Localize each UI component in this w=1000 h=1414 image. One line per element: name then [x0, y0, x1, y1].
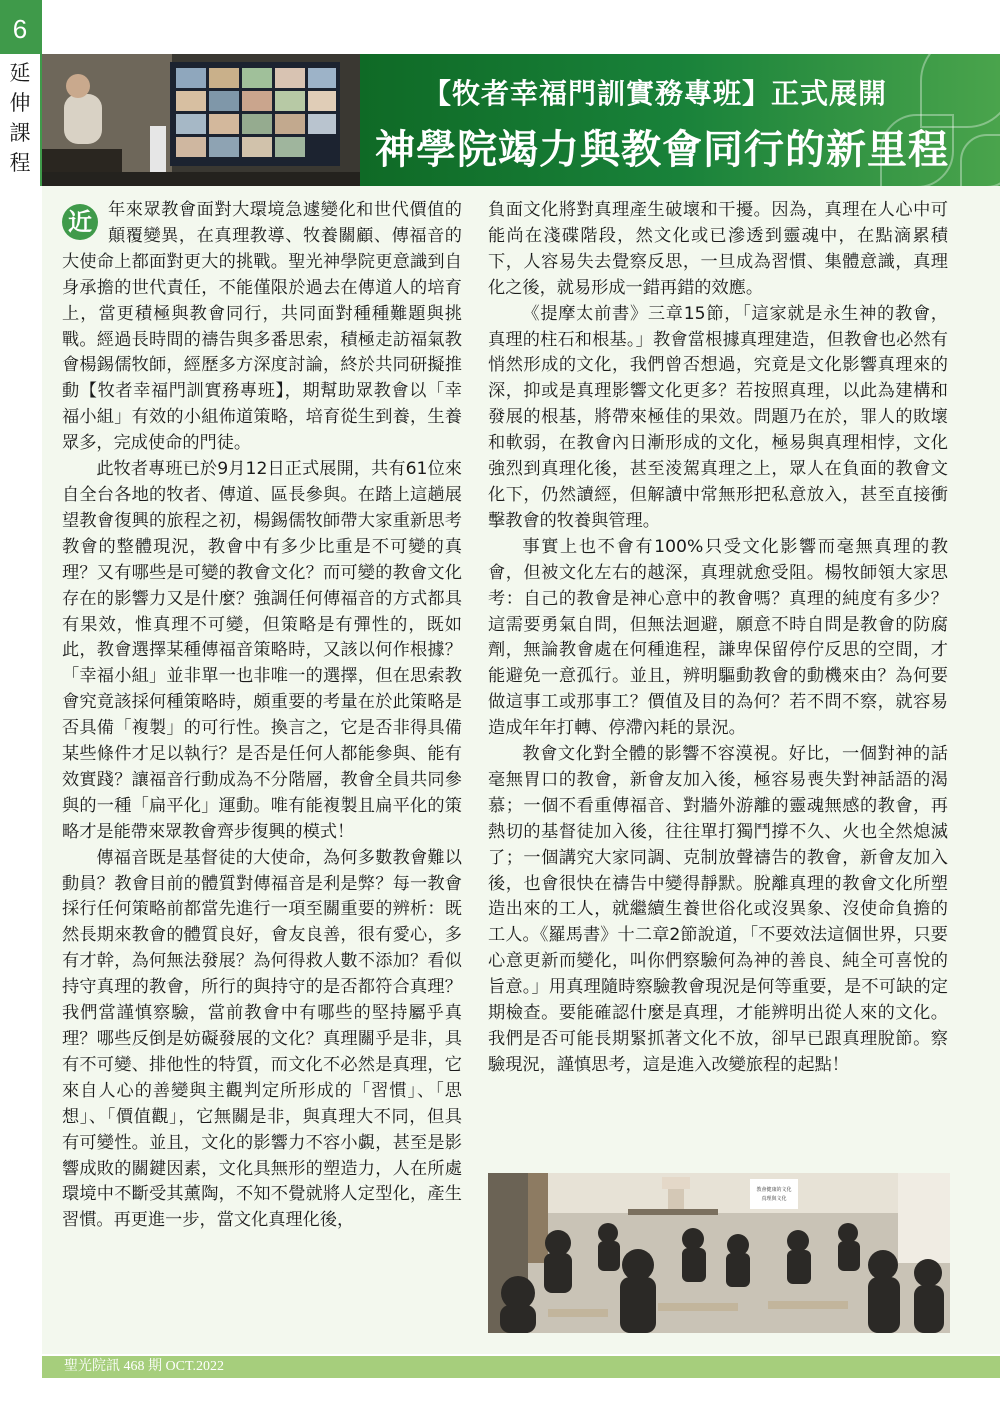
footer-issue-info: 聖光院訊 468 期 OCT.2022	[64, 1359, 224, 1374]
article-paragraph: 教會文化對全體的影響不容漠視。好比，一個對神的話毫無胃口的教會，新會友加入後，極容易喪失對神話語的渴慕；一個不看重傳福音、對牆外游離的靈魂無感的教會，再熱切的基督徒加入後，往往單打獨鬥撐不久、火也全然熄滅了；一個講究大家同調、克制放聲禱告的教會，新會友加入後，也會很快在禱告中變得靜默。脫離真理的教會文化所塑造出來的工人，就繼續生養世俗化或沒異象、沒使命負擔的工人。《羅馬書》十二章2節說道，「不要效法這個世界，只要心意更新而變化，叫你們察驗何為神的善良、純全可喜悅的旨意。」用真理隨時察驗教會現況是何等重要，是不可缺的定期檢查。要能確認什麼是真理，才能辨明出從人來的文化。我們是否可能長期緊抓著文化不放，卻早已跟真理脫節。察驗現況，謹慎思考，這是進入改變旅程的起點！	[488, 744, 948, 1075]
paragraph-text: 年來眾教會面對大環境急遽變化和世代價值的顛覆變異，在真理教導、牧養關顧、傳福音的大使命上都面對更大的挑戰。聖光神學院更意識到自身承擔的世代責任，不能僅限於過去在傳道人的培育上，當更積極與教會同行，共同面對種種難題與挑戰。經過長時間的禱告與多番思索，積極走訪福氣教會楊錫儒牧師，經歷多方深度討論，終於共同研擬推動【牧者幸福門訓實務專班】，期幫助眾教會以「幸福小組」有效的小組佈道策略，培育從生到養，生養眾多，完成使命的門徒。	[62, 200, 462, 454]
header-photo	[42, 54, 360, 186]
article-column-left	[62, 198, 462, 1234]
classroom-illustration	[488, 1173, 950, 1333]
section-label-char: 伸	[9, 91, 31, 115]
article-paragraph	[62, 198, 462, 457]
article-paragraph: 傳福音既是基督徒的大使命，為何多數教會難以動員？教會目前的體質對傳福音是利是弊？每一教會採行任何策略前都當先進行一項至關重要的辨析：既然長期來教會的體質良好，會友良善，很有愛心，多有才幹，為何無法發展？為何得救人數不添加？看似持守真理的教會，所行的與持守的是否都符合真理？我們當謹慎察驗，當前教會中有哪些的堅持屬乎真理？哪些反倒是妨礙發展的文化？真理關乎是非，具有不可變、排他性的特質，而文化不必然是真理，它來自人心的善變與主觀判定所形成的「習慣」、「思想」、「價值觀」，它無關是非，與真理大不同，但具有可變性。並且，文化的影響力不容小覷，甚至是影響成敗的關鍵因素，文化具無形的塑造力，人在所處環境中不斷受其薰陶，不知不覺就將人定型化，產生習慣。再更進一步，當文化真理化後，	[62, 847, 462, 1231]
header-banner	[360, 54, 1000, 186]
section-label	[0, 58, 40, 178]
article-paragraph: 《提摩太前書》三章15節，「這家就是永生神的教會，真理的柱石和根基。」教會當根據真理建造，但教會也必然有悄然形成的文化，我們曾否想過，究竟是文化影響真理來的深，抑或是真理影響文化更多？若按照真理，以此為建構和發展的根基，將帶來極佳的果效。問題乃在於，罪人的敗壞和軟弱，在教會內日漸形成的文化，極易與真理相悖，文化強烈到真理化後，甚至淩駕真理之上，眾人在負面的教會文化下，仍然讀經，但解讀中常無形把私意放入，甚至直接衝擊教會的牧養與管理。	[488, 303, 948, 531]
classroom-photo	[488, 1173, 950, 1333]
slide-line-1: 教會健康的文化	[756, 1187, 792, 1193]
drop-cap: 近	[62, 204, 98, 240]
page-number: 6	[0, 0, 40, 54]
slide-line-2: 真理與文化	[761, 1196, 787, 1202]
conference-room-illustration	[42, 54, 360, 186]
article-subtitle: 【牧者幸福門訓實務專班】正式展開	[422, 77, 887, 110]
article-column-right	[488, 198, 948, 1079]
article-paragraph: 負面文化將對真理產生破壞和干擾。因為，真理在人心中可能尚在淺碟階段，然文化或已滲透到靈魂中，在點滴累積下，人容易失去覺察反思，一旦成為習慣、集體意識，真理化之後，就易形成一錯再錯的效應。	[488, 200, 948, 298]
section-label-char: 程	[9, 151, 31, 175]
section-label-char: 課	[9, 121, 31, 145]
article-paragraph: 事實上也不會有100%只受文化影響而毫無真理的教會，但被文化左右的越深，真理就愈受阻。楊牧師領大家思考：自己的教會是神心意中的教會嗎？真理的純度有多少？這需要勇氣自問，但無法迴避，願意不時自問是教會的防腐劑，無論教會處在何種進程，謙卑保留停佇反思的空間，才能避免一意孤行。並且，辨明驅動教會的動機來由？為何要做這事工或那事工？價值及目的為何？若不問不察，就容易造成年年打轉、停滯內耗的景況。	[488, 536, 948, 739]
section-label-char: 延	[9, 61, 31, 85]
article-title: 神學院竭力與教會同行的新里程	[375, 127, 949, 173]
article-paragraph: 此牧者專班已於9月12日正式展開，共有61位來自全台各地的牧者、傳道、區長參與。在踏上這趟展望教會復興的旅程之初，楊錫儒牧師帶大家重新思考教會的整體現況，教會中有多少比重是不可變的真理？又有哪些是可變的教會文化？而可變的教會文化存在的影響力又是什麼？強調任何傳福音的方式都具有果效，惟真理不可變，但策略是有彈性的，既如此，教會選擇某種傳福音策略時，又該以何作根據？「幸福小組」並非單一也非唯一的選擇，但在思索教會究竟該採何種策略時，頗重要的考量在於此策略是否具備「複製」的可行性。換言之，它是否非得具備某些條件才足以執行？是否是任何人都能參與、能有效實踐？讓福音行動成為不分階層，教會全員共同參與的一種「扁平化」運動。唯有能複製且扁平化的策略才是能帶來眾教會齊步復興的模式！	[62, 459, 462, 842]
leaf-ornament	[960, 134, 1000, 186]
